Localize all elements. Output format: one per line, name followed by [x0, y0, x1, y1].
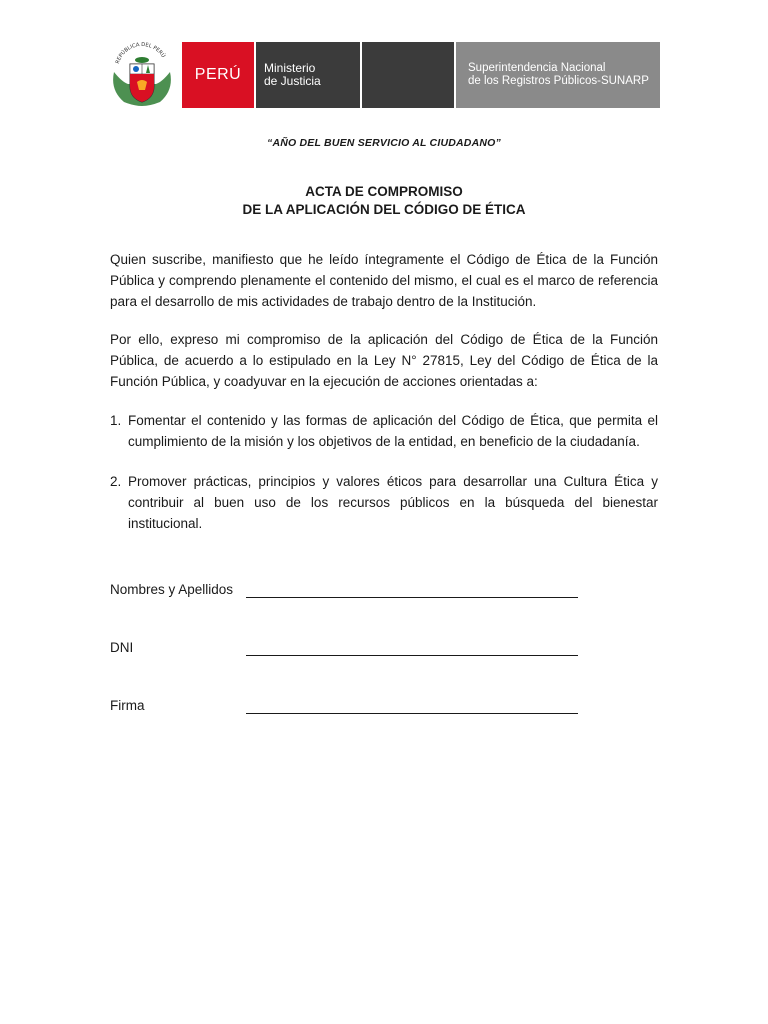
- agency-line-1: Superintendencia Nacional: [468, 62, 606, 74]
- peru-ministry-logo: [182, 42, 360, 108]
- title-line-2: DE LA APLICACIÓN DEL CÓDIGO DE ÉTICA: [242, 202, 526, 217]
- names-label: Nombres y Apellidos: [110, 582, 234, 597]
- paragraph-declaration: Quien suscribe, manifiesto que he leído íntegramente el Código de Ética de la Función Pública y comprendo plenamente el contenido del mismo, el cual es el marco de referencia para el desarrollo de mis actividades de trabajo dentro de la Institución.: [110, 252, 658, 309]
- firma-blank-line[interactable]: [246, 713, 578, 714]
- ministry-name: [256, 42, 360, 108]
- names-blank-line[interactable]: [246, 597, 578, 598]
- agency-name: [456, 42, 660, 108]
- list-text: Promover prácticas, principios y valores éticos para desarrollar una Cultura Ética y contribuir al buen uso de los recursos públicos en la búsqueda del bienestar institucional.: [128, 474, 658, 531]
- title-line-1: ACTA DE COMPROMISO: [305, 184, 463, 199]
- list-item: [110, 410, 658, 452]
- dni-blank-line[interactable]: [246, 655, 578, 656]
- document-title: [0, 183, 768, 219]
- list-number: 1.: [110, 413, 122, 428]
- paragraph-commitment: Por ello, expreso mi compromiso de la aplicación del Código de Ética de la Función Pública, de acuerdo a lo estipulado en la Ley N° 27815, Ley del Código de Ética de la Función Pública, y coadyuvar en la ejecución de acciones orientadas a:: [110, 332, 658, 389]
- agency-line-2: de los Registros Públicos-SUNARP: [468, 75, 649, 87]
- signature-row-names: [110, 582, 580, 602]
- firma-label: Firma: [110, 698, 145, 713]
- dni-label: DNI: [110, 640, 134, 655]
- crest-text: REPÚBLICA DEL PERÚ: [114, 42, 167, 65]
- list-number: 2.: [110, 474, 122, 489]
- year-motto: “AÑO DEL BUEN SERVICIO AL CIUDADANO”: [267, 137, 501, 149]
- peru-coat-of-arms-icon: [108, 42, 176, 108]
- signature-row-firma: [110, 698, 580, 718]
- header-divider-block: [362, 42, 454, 108]
- ministry-line-2: de Justicia: [264, 74, 321, 88]
- signature-row-dni: [110, 640, 580, 660]
- list-item: [110, 471, 658, 534]
- list-text: Fomentar el contenido y las formas de aplicación del Código de Ética, que permita el cumplimiento de la misión y los objetivos de la entidad, en beneficio de la ciudadanía.: [128, 413, 658, 449]
- country-label: PERÚ: [182, 42, 254, 108]
- ministry-line-1: Ministerio: [264, 61, 316, 75]
- document-header: [108, 42, 660, 108]
